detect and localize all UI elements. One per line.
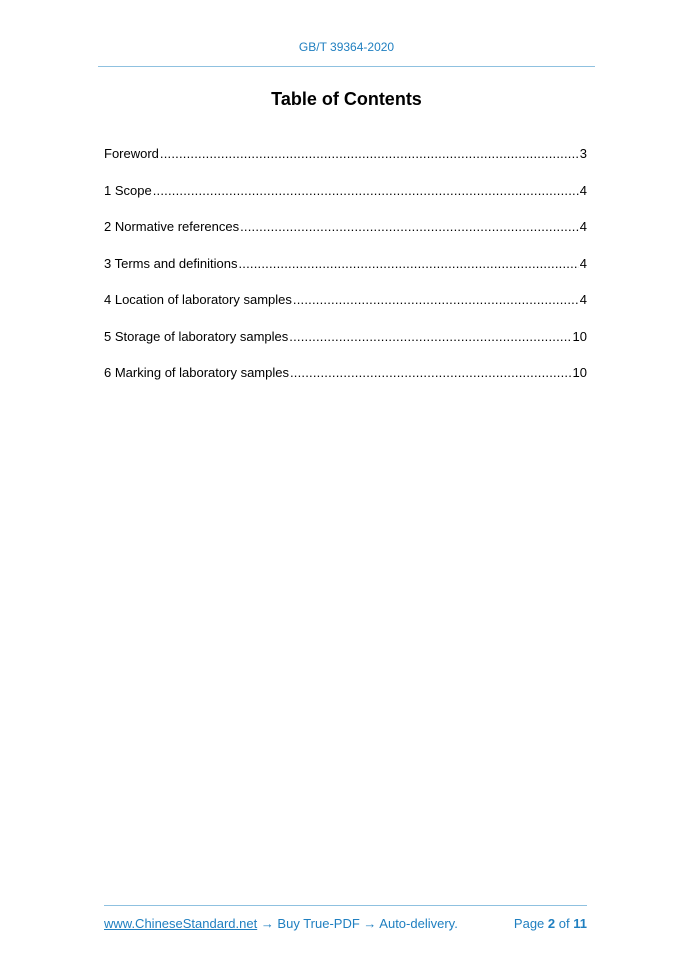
toc-entry-normative-references[interactable] bbox=[104, 218, 587, 255]
site-link[interactable]: www.ChineseStandard.net bbox=[104, 916, 258, 931]
toc-list bbox=[104, 145, 587, 401]
toc-entry-page: 4 bbox=[579, 182, 587, 198]
toc-entry-label: 3 Terms and definitions bbox=[104, 255, 238, 271]
toc-entry-scope[interactable] bbox=[104, 182, 587, 219]
page-footer bbox=[104, 916, 587, 931]
toc-entry-foreword[interactable] bbox=[104, 145, 587, 182]
footer-promo bbox=[104, 916, 458, 931]
toc-dot-leader bbox=[290, 364, 572, 382]
document-code-header: GB/T 39364-2020 bbox=[298, 40, 395, 54]
toc-dot-leader bbox=[160, 145, 579, 163]
toc-dot-leader bbox=[293, 291, 579, 309]
toc-entry-terms-and-definitions[interactable] bbox=[104, 255, 587, 292]
total-pages-number: 11 bbox=[573, 916, 587, 931]
current-page-number: 2 bbox=[547, 916, 556, 931]
toc-entry-storage-of-samples[interactable] bbox=[104, 328, 587, 365]
toc-dot-leader bbox=[238, 255, 578, 273]
of-word: of bbox=[558, 916, 570, 931]
toc-dot-leader bbox=[289, 328, 571, 346]
toc-entry-marking-of-samples[interactable] bbox=[104, 364, 587, 401]
toc-entry-label: Foreword bbox=[104, 146, 159, 161]
toc-entry-page: 4 bbox=[579, 292, 587, 307]
toc-entry-label: 6 Marking of laboratory samples bbox=[104, 365, 289, 380]
toc-dot-leader bbox=[153, 182, 579, 200]
toc-title: Table of Contents bbox=[271, 89, 422, 109]
toc-entry-label: 2 Normative references bbox=[104, 219, 240, 234]
toc-entry-page: 10 bbox=[572, 328, 587, 344]
toc-entry-page: 10 bbox=[572, 365, 587, 380]
toc-entry-page: 3 bbox=[579, 146, 587, 161]
toc-entry-location-of-samples[interactable] bbox=[104, 291, 587, 328]
footer-divider bbox=[104, 905, 587, 906]
toc-entry-label: 1 Scope bbox=[104, 182, 152, 198]
toc-entry-label: 4 Location of laboratory samples bbox=[104, 292, 292, 307]
toc-entry-label: 5 Storage of laboratory samples bbox=[104, 328, 289, 344]
page-word: Page bbox=[513, 916, 545, 931]
toc-dot-leader bbox=[240, 218, 579, 236]
page-indicator bbox=[514, 916, 587, 931]
toc-entry-page: 4 bbox=[579, 219, 587, 234]
header-divider bbox=[98, 66, 595, 67]
toc-entry-page: 4 bbox=[579, 255, 587, 271]
footer-promo-text: → Buy True-PDF → Auto-delivery. bbox=[257, 916, 458, 931]
